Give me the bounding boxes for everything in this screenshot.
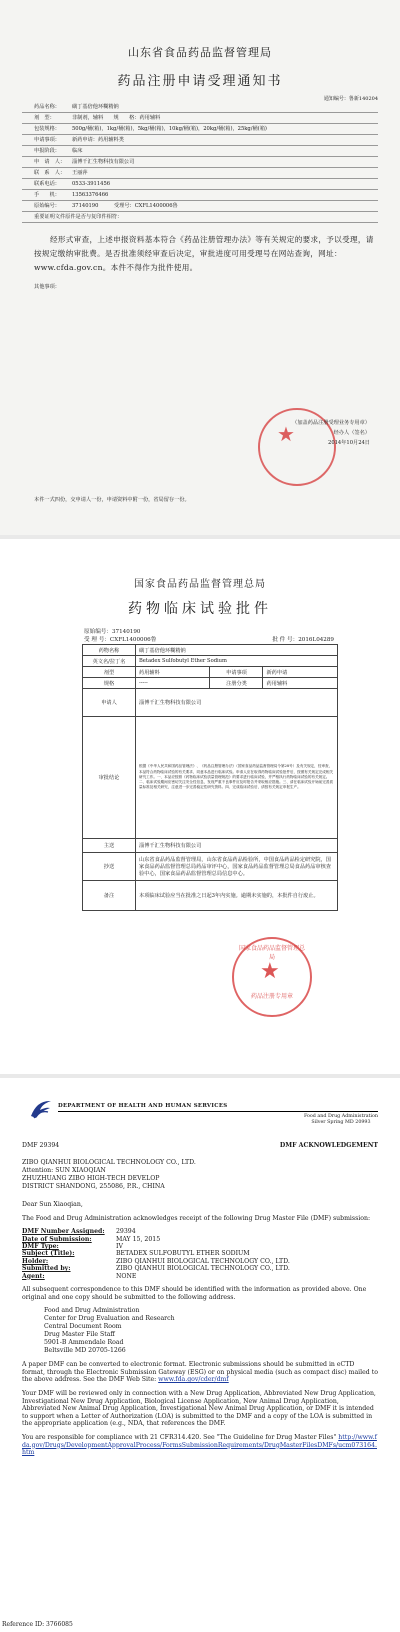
hhs-eagle-logo-icon (28, 1096, 54, 1122)
detail-row: DMF Number Assigned: 29394 (22, 1228, 136, 1236)
field-row: 药品名称： 磺丁基倍他环糊精钠 (22, 102, 378, 113)
review-paragraph: Your DMF will be reviewed only in connection with a New Drug Application, Abbreviated New Drug Application, Investigational New Drug Application, Biological License Application, New Animal Drug Application, Abbreviated New Animal Drug Application, Investigational New Animal Drug Application, or DMF it is intended to support when a Letter of Authorization (LOA) is submitted to the DMF and a copy of the LOA is submitted in the appropriate application (e.g., NDA, that references the DMF. (22, 1390, 376, 1428)
signature-block: （加盖药品注册受理业务专用章） 经办人（签名） 2014年10月24日 (292, 420, 370, 446)
field-row: 手 机： 13563376466 (22, 190, 378, 201)
field-row: 申请事项： 新药申请：药用辅料类 (22, 135, 378, 146)
approval-title: 药物临床试验批件 (128, 601, 272, 617)
notice-body: 经形式审查，上述申报资料基本符合《药品注册管理办法》等有关规定的要求，予以受理，请按规定缴纳审批费。是否批准须经审查后决定，审批进度可用受理号在网站查询，网址：www.cfda.gov.cn。本件不得作为批件使用。 (34, 235, 374, 272)
clinical-trial-approval-page (0, 539, 400, 1074)
table-row: 英文名/拉丁名 Betadex Sulfobutyl Ether Sodium (83, 656, 338, 667)
issuing-authority: 山东省食品药品监督管理局 (128, 46, 272, 59)
stamp-star-icon: ★ (260, 959, 280, 984)
correspondence-paragraph: All subsequent correspondence to this DMF should be identified with the information as provided above. One original and one copy should be submitted to the following address. (22, 1286, 367, 1301)
field-row: 申报阶段： 临床 (22, 146, 378, 157)
approval-table (82, 644, 338, 911)
fda-address-header: Food and Drug Administration Silver Spring MD 20993 (303, 1114, 378, 1125)
reference-id: Reference ID: 3766085 (2, 1621, 73, 1628)
department-name: DEPARTMENT OF HEALTH AND HUMAN SERVICES (58, 1103, 228, 1109)
field-row: 申 请 人： 淄博千汇生物科技有限公司 (22, 157, 378, 168)
compliance-paragraph: You are responsible for compliance with 21 CFR314.420. See "The Guideline for Drug Master Files" http://www.fda.gov/Drugs/DevelopmentApprovalProcess/FormsSubmissionRequirements/DrugMasterFilesDMFs/ucm073164.htm (22, 1433, 377, 1457)
dmf-website-link[interactable]: www.fda.gov/cder/dmf (158, 1376, 229, 1384)
approving-authority: 国家食品药品监督管理总局 (134, 579, 266, 590)
table-row: 规格 ----- 注册分类 药用辅料 (83, 678, 338, 689)
fda-mailing-address: Food and Drug Administration Center for Drug Evaluation and Research Central Document Room Drug Master File Staff 5901-B Ammendale Road Beltsville MD 20705-1266 (44, 1307, 175, 1355)
dmf-acknowledgement-page (0, 1078, 400, 1632)
field-row: 重要证明文件原件是否与复印件相符： (22, 212, 378, 223)
electronic-format-paragraph: A paper DMF can be converted to electronic format. Electronic submissions should be submitted in eCTD format, through the Electronic Submission Gateway (ESG) or on physical media (such as compact disc) mailed to the above address. See the DMF Web Site: www.fda.gov/cder/dmf (22, 1361, 378, 1384)
table-row: 备注 本项临床试验应当在批准之日起3年内实施。逾期未实施的，本批件自行废止。 (83, 881, 338, 911)
ack-title: DMF ACKNOWLEDGEMENT (279, 1142, 378, 1149)
detail-row: Holder: ZIBO QIANHUI BIOLOGICAL TECHNOLOGY CO., LTD. (22, 1257, 290, 1265)
other-matters-label: 其他事项： (34, 284, 60, 290)
letterhead-rule (58, 1111, 378, 1112)
detail-row: Date of Submission: MAY 15, 2015 (22, 1235, 161, 1243)
dmf-header-row (22, 1142, 378, 1149)
table-row: 抄送 山东省食品药品监督管理局，山东省食品药品检验所，中国食品药品检定研究院，国家食品药品监督管理总局药品审评中心，国家食品药品监督管理总局食品药品审核查验中心，国家食品药品监督管理总局信息中心。 (83, 853, 338, 881)
detail-row: Subject (Title): BETADEX SULFOBUTYL ETHER SODIUM (22, 1250, 250, 1258)
approval-meta: 原始编号：37140190 受 理 号：CXFL1400006鲁 批 件 号：2016L04289 (84, 629, 334, 643)
recipient-address: ZIBO QIANHUI BIOLOGICAL TECHNOLOGY CO., LTD. Attention: SUN XIAOQIAN ZHUZHUANG ZIBO HIGH-TECH DEVELOP DISTRICT SHANDONG, 255086, P.R., CHINA (22, 1159, 196, 1190)
table-row: 主送 淄博千汇生物科技有限公司 (83, 839, 338, 853)
intro-paragraph: The Food and Drug Administration acknowledges receipt of the following Drug Master File (DMF) submission: (22, 1214, 371, 1222)
table-row: 申请人 淄博千汇生物科技有限公司 (83, 689, 338, 717)
stamp-star-icon: ★ (277, 422, 295, 446)
field-row: 剂 型： 非制剂，辅料 规 格：药用辅料 (22, 113, 378, 124)
guideline-link[interactable]: http://www.fda.gov/Drugs/DevelopmentApprovalProcess/FormsSubmissionRequirements/DrugMasterFilesDMFs/ucm073164.htm (22, 1433, 377, 1457)
field-row: 原始编号： 37140190 受理号：CXFL1400006鲁 (22, 201, 378, 212)
dmf-number: DMF 29394 (22, 1142, 60, 1149)
detail-row: DMF Type: IV (22, 1243, 123, 1250)
detail-row: Submitted by: ZIBO QIANHUI BIOLOGICAL TECHNOLOGY CO., LTD. (22, 1265, 290, 1273)
acceptance-notice-page (0, 0, 400, 535)
approval-stamp: 国家食品药品监督管理总局 ★ 药品注册专用章 (232, 937, 312, 1017)
application-fields (22, 102, 378, 223)
table-row: 药物名称 磺丁基倍他环糊精钠 (83, 645, 338, 656)
dmf-details (22, 1228, 378, 1280)
notice-number: 通知编号：鲁新140204 (323, 96, 378, 102)
detail-row: Agent: NONE (22, 1272, 137, 1280)
table-row: 审批结论 根据《中华人民共和国药品管理法》、《药品注册管理办法》（国家食品药品监督管理局令第28号）及有关规定，经审查，本品符合药物临床试验的有关要求，同意本品进行临床试验。申请人应在取得药物临床试验批件后，按照有关规定完成相关研究工作。一、本品应按照《药物临床试验质量管理规范》的要求进行临床试验，并严格执行药物临床试验的有关规定。二、临床试验期间应密切关注安全性信息，发现严重不良事件应及时报告并采取相应措施。三、请在临床试验开始前完善质量标准及相关研究，注意进一步完善稳定性研究资料。四、完成临床试验后，请按有关规定申报生产。 (83, 717, 338, 839)
letterhead (22, 1094, 378, 1128)
notice-footer: 本件一式四份，交申请人一份，申请资料中附一份，省局留存一份。 (34, 497, 190, 503)
table-row: 剂型 药用辅料 申请事项 新药申请 (83, 667, 338, 678)
field-row: 联系电话： 0533-3911456 (22, 179, 378, 190)
field-row: 包装规格： 500g/桶(箱)，1kg/桶(箱)，5kg/桶(箱)，10kg/桶(箱)，20kg/桶(箱)，25kg/桶(箱) (22, 124, 378, 135)
field-row: 联 系 人： 王丽萍 (22, 168, 378, 179)
notice-title: 药品注册申请受理通知书 (117, 74, 283, 89)
salutation: Dear Sun Xiaoqian, (22, 1201, 83, 1208)
